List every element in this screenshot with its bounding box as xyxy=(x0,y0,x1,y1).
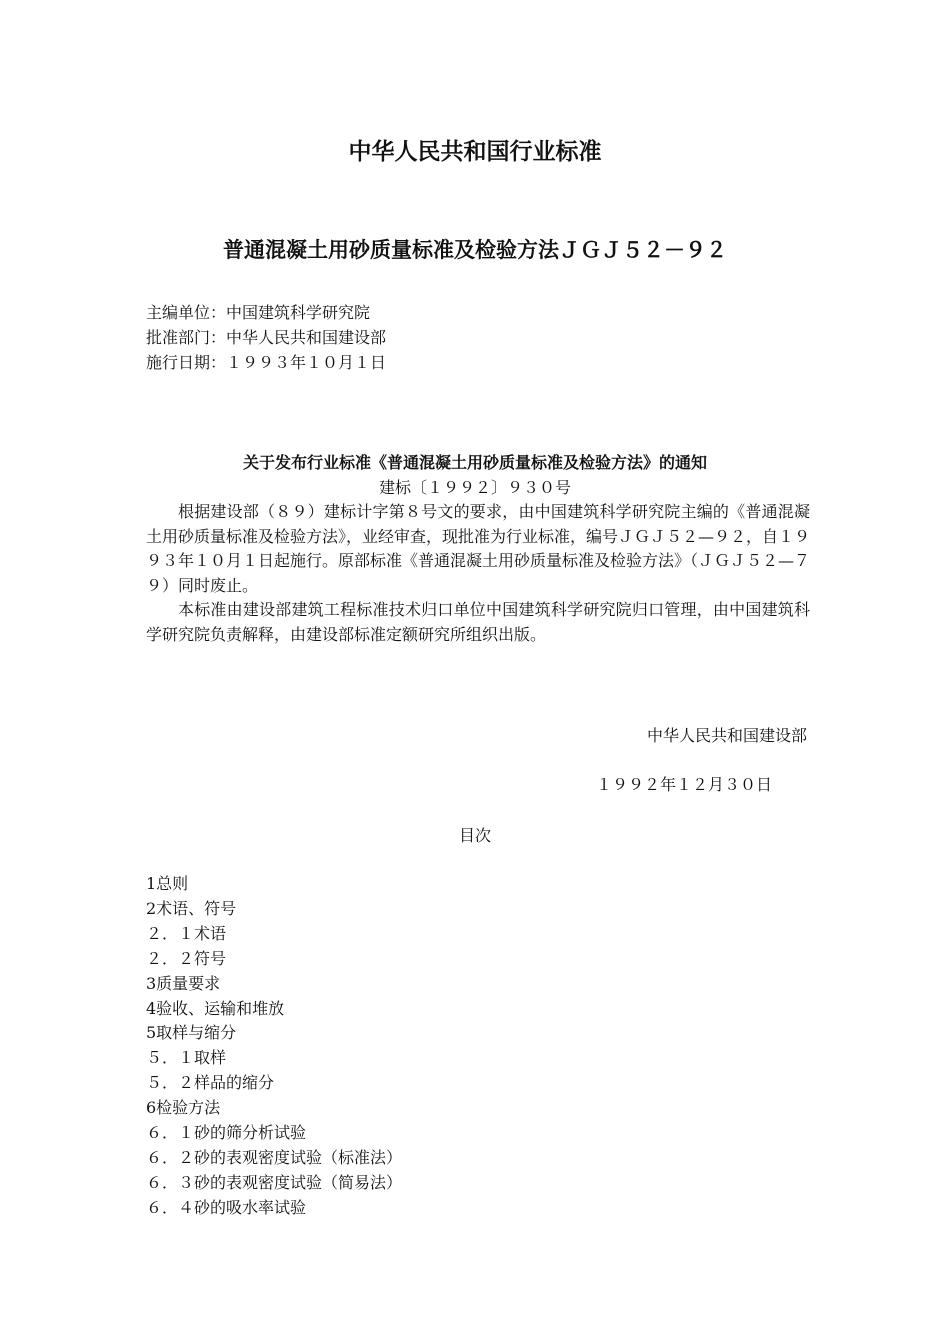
editor-unit: 主编单位：中国建筑科学研究院 xyxy=(146,303,371,322)
toc-item[interactable]: 3质量要求 xyxy=(146,973,221,993)
toc-item[interactable]: ２．１术语 xyxy=(146,923,227,943)
table-of-contents xyxy=(146,872,402,1221)
notice-paragraph: 本标准由建设部建筑工程标准技术归口单位中国建筑科学研究院归口管理，由中国建筑科学研究院负责解释，由建设部标准定额研究所组织出版。 xyxy=(146,600,810,644)
approval-department: 批准部门：中华人民共和国建设部 xyxy=(146,328,387,347)
toc-item[interactable]: ６．３砂的表观密度试验（简易法） xyxy=(146,1172,403,1192)
toc-item[interactable]: ６．４砂的吸水率试验 xyxy=(146,1197,307,1217)
notice-body xyxy=(146,500,810,647)
toc-item[interactable]: 2术语、符号 xyxy=(146,898,237,918)
notice-paragraph: 根据建设部（８９）建标计字第８号文的要求，由中国建筑科学研究院主编的《普通混凝土用砂质量标准及检验方法》，业经审查，现批准为行业标准，编号ＪＧＪ５２—９２，自１９９３年１０月１日起施行。原部标准《普通混凝土用砂质量标准及检验方法》（ＪＧＪ５２—７９）同时废止。 xyxy=(146,502,811,595)
toc-item[interactable]: 6检验方法 xyxy=(146,1098,221,1118)
notice-title: 关于发布行业标准《普通混凝土用砂质量标准及检验方法》的通知 xyxy=(242,453,707,472)
toc-item[interactable]: ６．２砂的表观密度试验（标准法） xyxy=(146,1147,403,1167)
toc-item[interactable]: ５．１取样 xyxy=(146,1048,227,1068)
signatory: 中华人民共和国建设部 xyxy=(646,726,807,745)
toc-heading: 目次 xyxy=(458,826,491,845)
standard-title: 普通混凝土用砂质量标准及检验方法ＪＧＪ５２－９２ xyxy=(223,238,727,262)
toc-item[interactable]: ６．１砂的筛分析试验 xyxy=(146,1123,307,1143)
toc-item[interactable]: ２．２符号 xyxy=(146,948,227,968)
toc-item[interactable]: 4验收、运输和堆放 xyxy=(146,998,285,1018)
notice-number: 建标〔１９９２〕９３０号 xyxy=(378,478,571,497)
toc-item[interactable]: 5取样与缩分 xyxy=(146,1023,237,1043)
toc-item[interactable]: 1总则 xyxy=(146,874,189,893)
signature-date: １９９２年１２月３０日 xyxy=(595,775,772,794)
toc-item[interactable]: ５．２样品的缩分 xyxy=(146,1073,275,1093)
standard-meta xyxy=(146,300,386,375)
effective-date: 施行日期：１９９３年１０月１日 xyxy=(146,353,387,372)
standard-category-title: 中华人民共和国行业标准 xyxy=(348,139,602,165)
